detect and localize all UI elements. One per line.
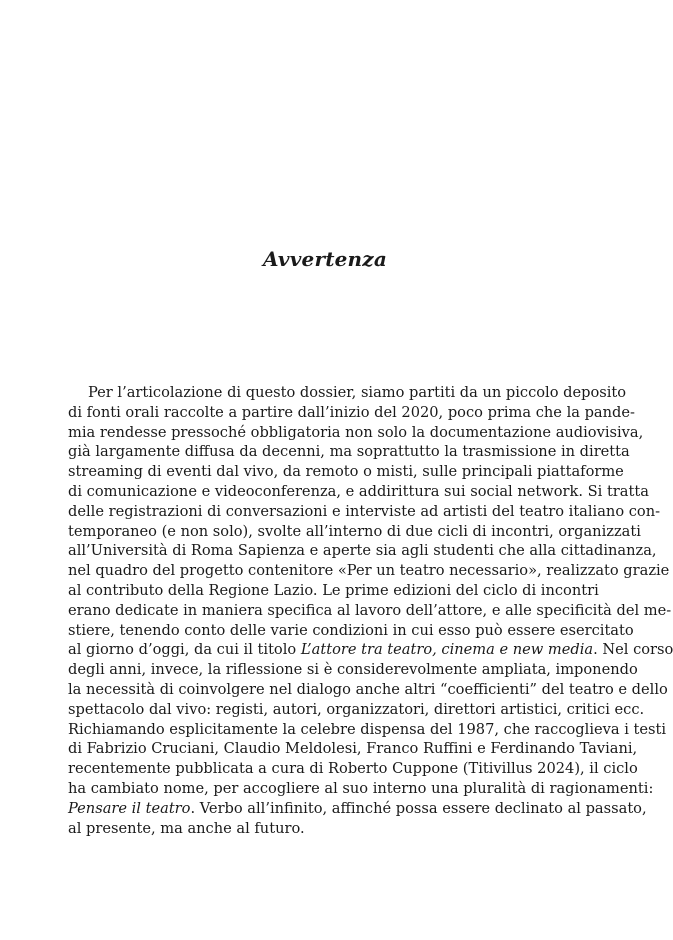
text-line: la necessità di coinvolgere nel dialogo anche altri “coefficienti” del teatro e dello (68, 680, 668, 698)
text-line: ha cambiato nome, per accogliere al suo interno una pluralità di ragionamenti: (68, 779, 654, 797)
text-line: recentemente pubblicata a cura di Roberto Cuppone (Titivillus 2024), il ciclo (68, 760, 638, 778)
text-line: erano dedicate in maniera specifica al lavoro dell’attore, e alle specificità del me- (68, 601, 672, 619)
text-line (68, 799, 647, 819)
page-title: Avvertenza (262, 247, 388, 272)
text-segment: . Nel corso (593, 641, 673, 659)
body-paragraph (68, 383, 673, 838)
text-segment: al giorno d’oggi, da cui il titolo (68, 641, 301, 659)
text-segment: . Verbo all’infinito, affinché possa essere declinato al passato, (190, 799, 647, 817)
text-line: di Fabrizio Cruciani, Claudio Meldolesi, Franco Ruffini e Ferdinando Taviani, (68, 740, 638, 758)
text-line: spettacolo dal vivo: registi, autori, organizzatori, direttori artistici, critici ecc. (68, 700, 645, 718)
italic-title: Pensare il teatro (68, 799, 191, 817)
text-line: già largamente diffusa da decenni, ma soprattutto la trasmissione in diretta (68, 443, 630, 461)
text-line: Per l’articolazione di questo dossier, siamo partiti da un piccolo deposito (88, 384, 627, 401)
text-line: al presente, ma anche al futuro. (68, 819, 305, 837)
text-line: mia rendesse pressoché obbligatoria non solo la documentazione audiovisiva, (68, 423, 644, 441)
text-line (68, 640, 673, 660)
text-line: degli anni, invece, la riflessione si è considerevolmente ampliata, imponendo (68, 661, 638, 679)
text-line: stiere, tenendo conto delle varie condizioni in cui esso può essere esercitato (68, 621, 634, 639)
text-line: al contributo della Regione Lazio. Le prime edizioni del ciclo di incontri (68, 581, 599, 599)
text-line: di comunicazione e videoconferenza, e addirittura sui social network. Si tratta (68, 482, 649, 500)
italic-title: L’attore tra teatro, cinema e new media (300, 641, 594, 659)
text-line: streaming di eventi dal vivo, da remoto o misti, sulle principali piattaforme (68, 463, 624, 481)
text-line: di fonti orali raccolte a partire dall’inizio del 2020, poco prima che la pande- (68, 403, 635, 421)
text-line: nel quadro del progetto contenitore «Per un teatro necessario», realizzato grazie (68, 562, 670, 580)
text-line: Richiamando esplicitamente la celebre dispensa del 1987, che raccoglieva i testi (68, 720, 667, 738)
text-line: all’Università di Roma Sapienza e aperte sia agli studenti che alla cittadinanza, (68, 542, 657, 560)
text-line: delle registrazioni di conversazioni e interviste ad artisti del teatro italiano con- (68, 502, 661, 520)
text-line: temporaneo (e non solo), svolte all’interno di due cicli di incontri, organizzati (68, 522, 641, 540)
